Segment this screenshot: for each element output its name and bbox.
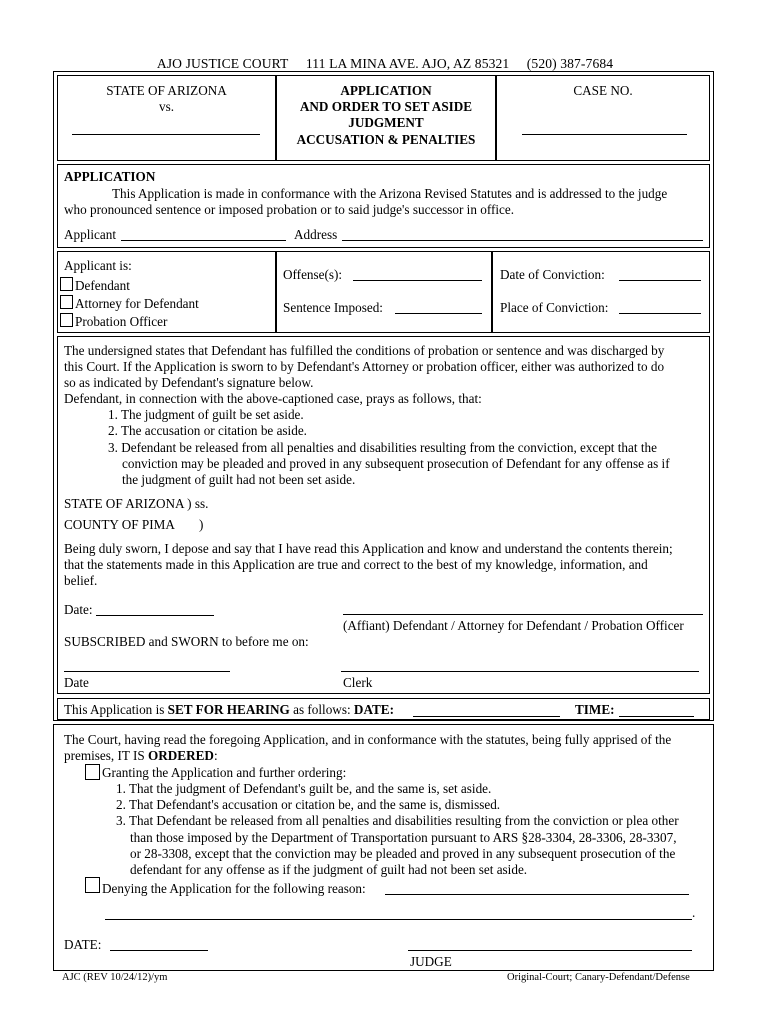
judge-signature-line[interactable] [408,950,692,951]
address-label: Address [294,227,338,242]
affiant-date-field[interactable] [96,615,214,616]
statement-line-1: The undersigned states that Defendant has fulfilled the conditions of probation or sentence and was discharged by [64,343,665,358]
oath-line-3: belief. [64,573,98,588]
sworn-date-label: Date [64,675,89,690]
venue-county-paren: ) [199,517,204,532]
grant-label: Granting the Application and further ordering: [102,765,347,780]
title-line-3: JUDGMENT [348,115,424,130]
offenses-field[interactable] [353,280,482,281]
order-item-2: 2. That Defendant's accusation or citation be, and the same is, dismissed. [116,797,501,812]
deny-label: Denying the Application for the following reason: [102,881,366,896]
title-line-4: ACCUSATION & PENALTIES [296,132,476,147]
oath-line-2: that the statements made in this Application are true and correct to the best of my knowledge, information, and [64,557,648,572]
defendant-name-line[interactable] [72,134,260,135]
state-label: STATE OF ARIZONA [106,83,227,98]
attorney-option-label: Attorney for Defendant [75,296,199,311]
address-field[interactable] [342,240,703,241]
order-intro-suffix: : [213,748,218,763]
order-intro-prefix: premises, IT IS [64,748,148,763]
place-of-conviction-field[interactable] [619,313,701,314]
court-phone: (520) 387-7684 [526,56,614,71]
court-header [0,56,770,72]
sentence-field[interactable] [395,313,482,314]
conviction-cell [492,251,710,333]
hearing-date-field[interactable] [413,716,560,717]
hearing-set-for: SET FOR HEARING [167,702,290,717]
order-intro-1: The Court, having read the foregoing Application, and in conformance with the statutes, being fully apprised of the [64,732,672,747]
attorney-checkbox[interactable] [60,295,73,309]
probation-officer-option-label: Probation Officer [75,314,168,329]
deny-reason-field-2[interactable] [105,919,692,920]
hearing-middle: as follows: [289,702,354,717]
court-name: AJO JUSTICE COURT [156,56,289,71]
deny-reason-period: . [692,905,696,920]
order-item-3: 3. That Defendant be released from all penalties and disabilities resulting from the conviction or plea other [116,813,679,828]
court-address: 111 LA MINA AVE. AJO, AZ 85321 [305,56,510,71]
statement-line-4: Defendant, in connection with the above-captioned case, prays as follows, that: [64,391,482,406]
order-date-label: DATE: [64,937,102,952]
prayer-3-cont-1: conviction may be pleaded and proved in any subsequent prosecution of Defendant for any offense as if [122,456,670,471]
order-item-1: 1. That the judgment of Defendant's guilt be, and the same is, set aside. [116,781,492,796]
statement-line-3: so as indicated by Defendant's signature below. [64,375,314,390]
application-intro-1: This Application is made in conformance with the Arizona Revised Statutes and is addressed to the judge [112,186,668,201]
date-of-conviction-field[interactable] [619,280,701,281]
prayer-3: 3. Defendant be released from all penalties and disabilities resulting from the conviction, except that the [108,440,657,455]
judge-label: JUDGE [410,954,452,969]
order-item-3-cont-2: or 28-3308, except that the conviction may be pleaded and proved in any subsequent prosecution of the [130,846,676,861]
hearing-date-label: DATE: [353,702,394,717]
defendant-option-label: Defendant [75,278,130,293]
clerk-signature-line[interactable] [341,671,699,672]
prayer-3-cont-2: the judgment of guilt had not been set aside. [122,472,356,487]
offenses-label: Offense(s): [283,267,343,282]
grant-checkbox[interactable] [85,764,100,780]
offense-cell [276,251,492,333]
statement-line-2: this Court. If the Application is sworn to by Defendant's Attorney or probation officer, either was authorized to do [64,359,665,374]
hearing-text [64,702,394,718]
prayer-1: 1. The judgment of guilt be set aside. [108,407,304,422]
place-of-conviction-label: Place of Conviction: [500,300,609,315]
order-ordered: ORDERED [148,748,214,763]
order-date-field[interactable] [110,950,208,951]
case-no-label: CASE NO. [573,83,633,98]
applicant-is-label: Applicant is: [64,258,132,273]
deny-checkbox[interactable] [85,877,100,893]
copy-distribution: Original-Court; Canary-Defendant/Defense [507,972,690,983]
deny-reason-field-1[interactable] [385,894,689,895]
hearing-time-label: TIME: [575,702,615,717]
date-of-conviction-label: Date of Conviction: [500,267,605,282]
case-no-line[interactable] [522,134,687,135]
probation-officer-checkbox[interactable] [60,313,73,327]
oath-line-1: Being duly sworn, I depose and say that I have read this Application and know and understand the contents therein; [64,541,673,556]
form-id: AJC (REV 10/24/12)/ym [62,972,168,983]
venue-county: COUNTY OF PIMA [64,517,175,532]
sworn-date-line[interactable] [64,671,230,672]
application-heading: APPLICATION [64,169,156,184]
vs-label: vs. [158,99,175,114]
hearing-time-field[interactable] [619,716,694,717]
applicant-field[interactable] [121,240,286,241]
affiant-label: (Affiant) Defendant / Attorney for Defendant / Probation Officer [343,618,684,633]
order-item-3-cont-3: defendant for any offense as if the judgment of guilt had not been set aside. [130,862,528,877]
defendant-checkbox[interactable] [60,277,73,291]
applicant-label: Applicant [64,227,117,242]
clerk-label: Clerk [343,675,373,690]
prayer-2: 2. The accusation or citation be aside. [108,423,307,438]
hearing-prefix: This Application is [64,702,168,717]
title-line-1: APPLICATION [340,83,432,98]
order-item-3-cont-1: than those imposed by the Department of Transportation pursuant to ARS §28-3304, 28-3306, 28-3307, [130,830,677,845]
venue-state: STATE OF ARIZONA ) ss. [64,496,209,511]
application-intro-2: who pronounced sentence or imposed probation or to said judge's successor in office. [64,202,515,217]
sentence-label: Sentence Imposed: [283,300,383,315]
affiant-date-label: Date: [64,602,93,617]
order-intro-2 [64,748,218,764]
title-line-2: AND ORDER TO SET ASIDE [299,99,473,114]
subscribed-label: SUBSCRIBED and SWORN to before me on: [64,634,309,649]
affiant-signature-line[interactable] [343,614,703,615]
